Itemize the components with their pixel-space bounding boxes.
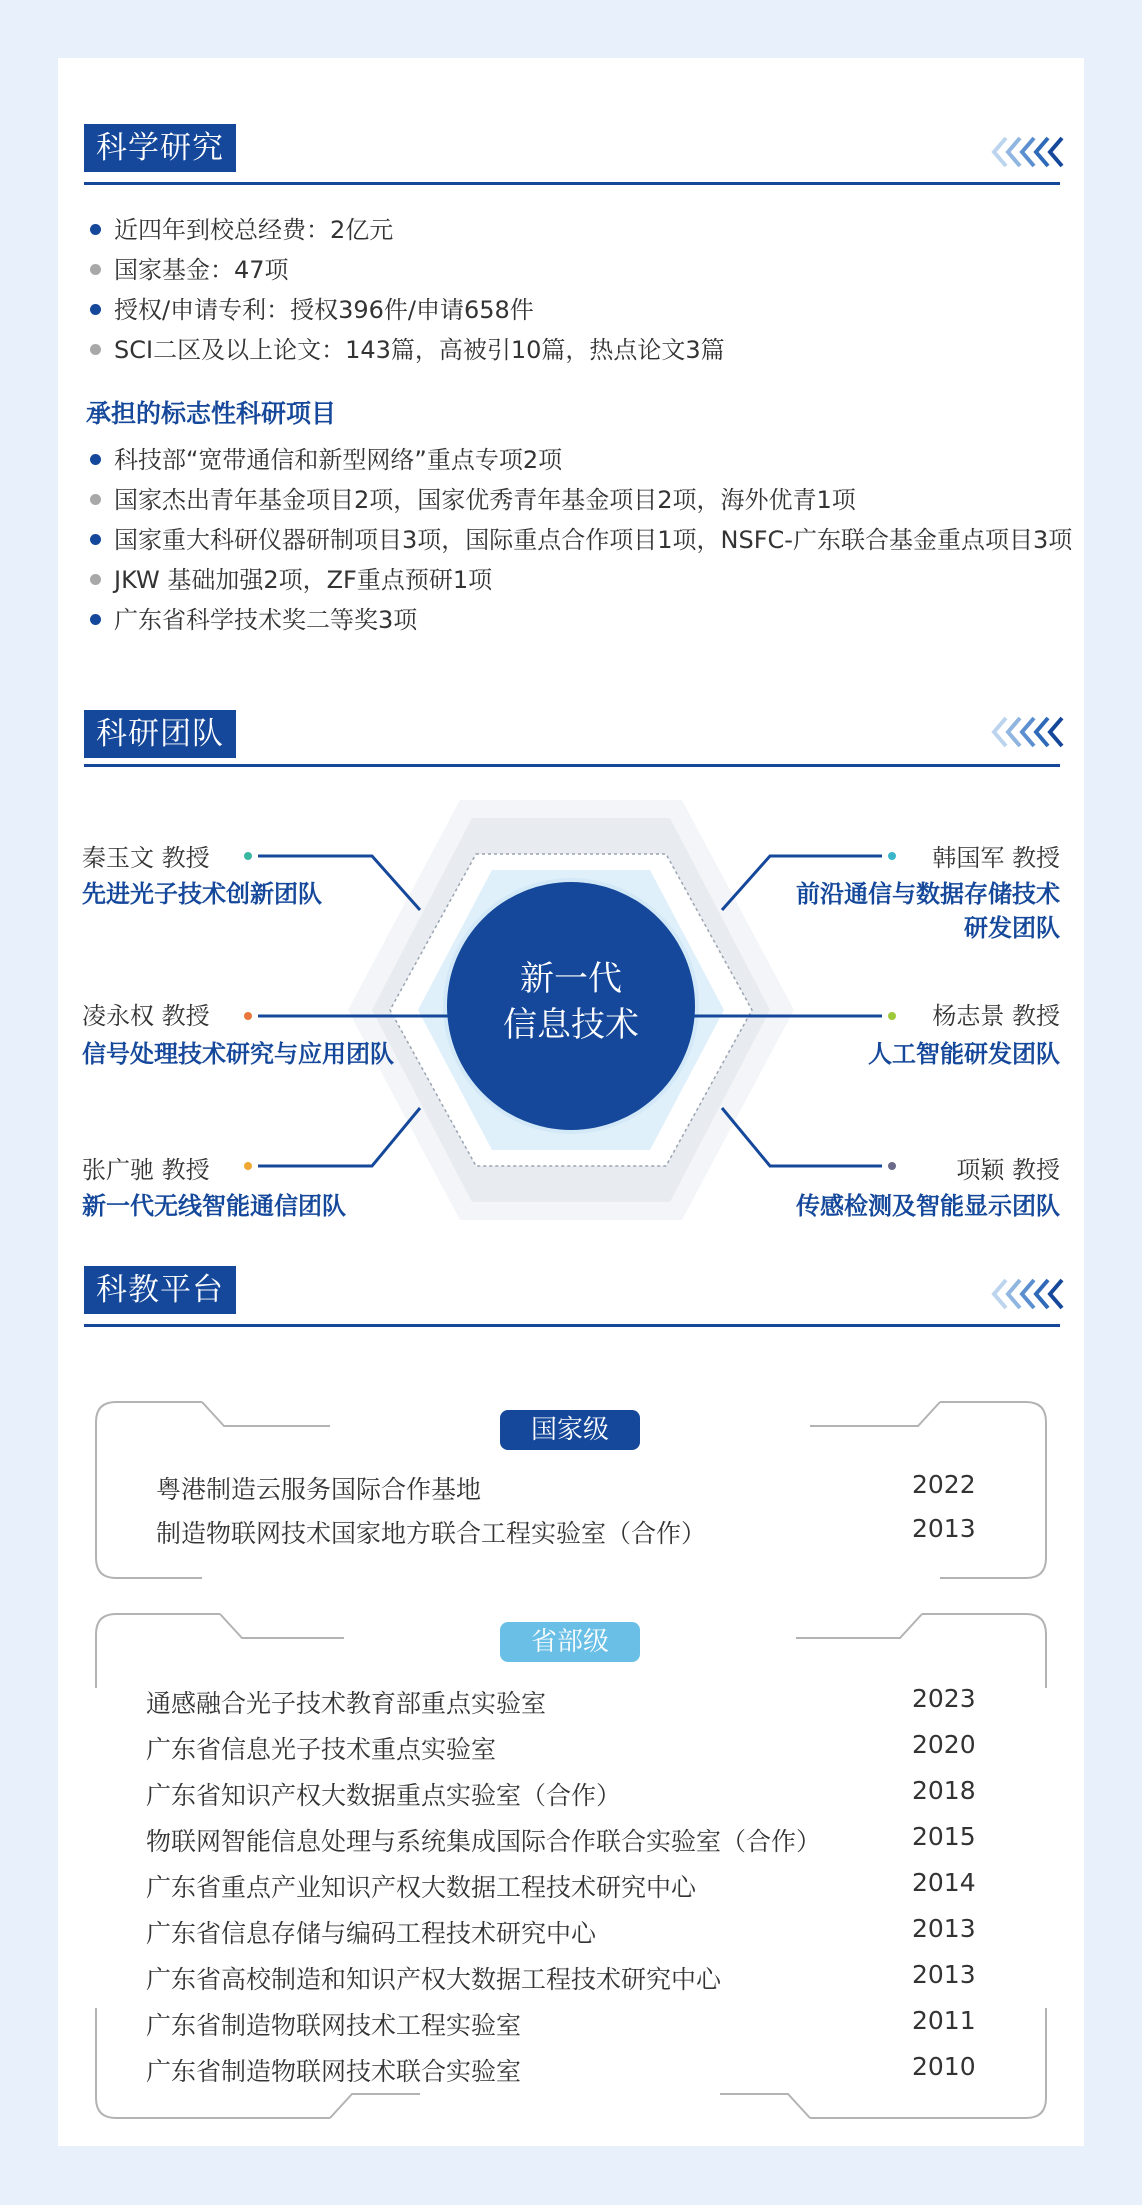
- list-item: 广东省科学技术奖二等奖3项: [86, 600, 1076, 640]
- platform-year: 2020: [912, 1730, 976, 1759]
- national-level-badge: 国家级: [500, 1410, 640, 1450]
- platform-name: 广东省知识产权大数据重点实验室（合作）: [146, 1781, 622, 1810]
- dot-icon: [888, 852, 896, 860]
- bullet-dot-icon: [90, 454, 101, 465]
- dot-icon: [888, 1162, 896, 1170]
- platform-year: 2013: [912, 1914, 976, 1943]
- list-item: 国家基金：47项: [86, 250, 1076, 290]
- platform-name: 广东省信息存储与编码工程技术研究中心: [146, 1919, 597, 1948]
- team-name: 前沿通信与数据存储技术: [796, 880, 1060, 908]
- platform-name: 粤港制造云服务国际合作基地: [156, 1475, 482, 1504]
- list-item: JKW 基础加强2项，ZF重点预研1项: [86, 560, 1076, 600]
- platform-name: 制造物联网技术国家地方联合工程实验室（合作）: [156, 1519, 707, 1548]
- team-name: 传感检测及智能显示团队: [796, 1192, 1060, 1220]
- platform-year: 2022: [912, 1470, 976, 1499]
- list-item: SCI二区及以上论文：143篇，高被引10篇，热点论文3篇: [86, 330, 1076, 370]
- research-stats-list: [86, 210, 1076, 370]
- team-professor: 张广驰 教授: [82, 1156, 210, 1184]
- bullet-dot-icon: [90, 534, 101, 545]
- chevrons-icon: [984, 1276, 1064, 1312]
- section-title-research: 科学研究: [84, 124, 236, 172]
- platform-year: 2013: [912, 1514, 976, 1543]
- platform-year: 2018: [912, 1776, 976, 1805]
- platform-year: 2010: [912, 2052, 976, 2081]
- bullet-dot-icon: [90, 224, 101, 235]
- bullet-dot-icon: [90, 264, 101, 275]
- team-professor: 凌永权 教授: [82, 1002, 210, 1030]
- team-name: 人工智能研发团队: [868, 1040, 1060, 1068]
- dot-icon: [244, 1012, 252, 1020]
- projects-heading: 承担的标志性科研项目: [86, 399, 337, 428]
- platform-year: 2015: [912, 1822, 976, 1851]
- list-item: 科技部“宽带通信和新型网络”重点专项2项: [86, 440, 1076, 480]
- bullet-dot-icon: [90, 304, 101, 315]
- section-title-teams: 科研团队: [84, 710, 236, 758]
- team-name: 先进光子技术创新团队: [82, 880, 322, 908]
- platform-name: 物联网智能信息处理与系统集成国际合作联合实验室（合作）: [146, 1827, 822, 1856]
- platform-name: 广东省信息光子技术重点实验室: [146, 1735, 497, 1764]
- bullet-dot-icon: [90, 494, 101, 505]
- section-rule: [84, 182, 1060, 185]
- platform-year: 2023: [912, 1684, 976, 1713]
- list-item: 国家重大科研仪器研制项目3项，国际重点合作项目1项，NSFC-广东联合基金重点项目3项: [86, 520, 1076, 560]
- list-item: 近四年到校总经费：2亿元: [86, 210, 1076, 250]
- provincial-level-badge: 省部级: [500, 1622, 640, 1662]
- platform-name: 通感融合光子技术教育部重点实验室: [146, 1689, 547, 1718]
- bullet-dot-icon: [90, 574, 101, 585]
- section-title-platforms: 科教平台: [84, 1266, 236, 1314]
- chevrons-icon: [984, 714, 1064, 750]
- research-projects-list: [86, 440, 1076, 640]
- platform-name: 广东省重点产业知识产权大数据工程技术研究中心: [146, 1873, 697, 1902]
- team-name: 信号处理技术研究与应用团队: [82, 1040, 394, 1068]
- team-name: 新一代无线智能通信团队: [82, 1192, 346, 1220]
- hub-label: 新一代 信息技术: [503, 959, 639, 1045]
- team-name: 研发团队: [964, 914, 1060, 942]
- dot-icon: [244, 1162, 252, 1170]
- bullet-dot-icon: [90, 614, 101, 625]
- platform-year: 2014: [912, 1868, 976, 1897]
- dot-icon: [888, 1012, 896, 1020]
- list-item: 授权/申请专利：授权396件/申请658件: [86, 290, 1076, 330]
- bullet-dot-icon: [90, 344, 101, 355]
- platform-name: 广东省高校制造和知识产权大数据工程技术研究中心: [146, 1965, 722, 1994]
- platform-name: 广东省制造物联网技术工程实验室: [146, 2011, 522, 2040]
- platform-year: 2013: [912, 1960, 976, 1989]
- team-professor: 韩国军 教授: [932, 844, 1060, 872]
- list-item: 国家杰出青年基金项目2项，国家优秀青年基金项目2项，海外优青1项: [86, 480, 1076, 520]
- section-rule: [84, 764, 1060, 767]
- dot-icon: [244, 852, 252, 860]
- team-professor: 秦玉文 教授: [82, 844, 210, 872]
- section-rule: [84, 1324, 1060, 1327]
- connector-line: [258, 1108, 420, 1166]
- connector-line: [722, 1108, 882, 1166]
- platform-year: 2011: [912, 2006, 976, 2035]
- team-professor: 项颖 教授: [956, 1156, 1060, 1184]
- platform-name: 广东省制造物联网技术联合实验室: [146, 2057, 522, 2086]
- chevrons-icon: [984, 134, 1064, 170]
- team-professor: 杨志景 教授: [932, 1002, 1060, 1030]
